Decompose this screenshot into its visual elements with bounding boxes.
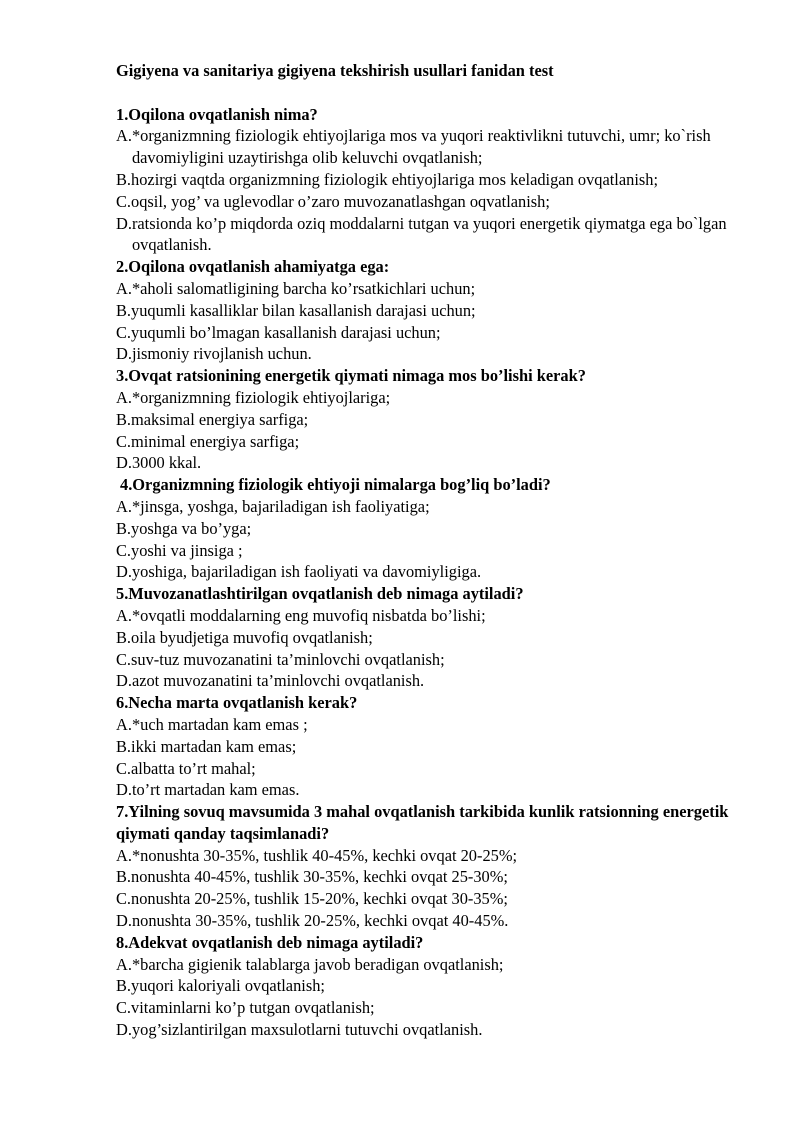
option-text: vitaminlarni ko’p tutgan ovqatlanish;	[131, 998, 375, 1018]
answer-option	[116, 714, 756, 736]
option-text: albatta to’rt mahal;	[131, 758, 256, 778]
answer-option	[116, 627, 756, 649]
answer-option	[116, 322, 756, 344]
option-text: nonushta 20-25%, tushlik 15-20%, kechki ovqat 30-35%;	[131, 889, 508, 909]
option-letter: C.	[116, 191, 132, 211]
option-letter: B.	[116, 627, 132, 647]
answer-option	[116, 387, 756, 409]
option-text: ikki martadan kam emas;	[131, 736, 297, 756]
answer-option	[116, 758, 756, 780]
question-text: 7.Yilning sovuq mavsumida 3 mahal ovqatlanish tarkibida kunlik ratsionning energetik qiymati qanday taqsimlanadi?	[116, 802, 729, 843]
option-letter: B.	[116, 736, 132, 756]
title-spacer	[116, 82, 756, 104]
option-letter: B.	[116, 169, 132, 189]
answer-option	[116, 649, 756, 671]
option-letter: B.	[116, 409, 132, 429]
option-text: azot muvozanatini ta’minlovchi ovqatlanish.	[131, 671, 425, 691]
question-list	[116, 104, 756, 1041]
option-text: yog’sizlantirilgan maxsulotlarni tutuvchi ovqatlanish.	[131, 1020, 483, 1040]
answer-option	[116, 452, 756, 474]
option-text: *barcha gigienik talablarga javob beradigan ovqatlanish;	[131, 954, 504, 974]
document-page	[116, 60, 756, 1041]
option-letter: A.	[116, 714, 132, 734]
option-letter: D.	[116, 1020, 132, 1040]
option-text: maksimal energiya sarfiga;	[131, 409, 309, 429]
option-text: 3000 kkal.	[131, 453, 202, 473]
option-letter: B.	[116, 518, 132, 538]
option-letter: C.	[116, 431, 132, 451]
answer-option	[116, 954, 756, 976]
option-text: yuqumli kasalliklar bilan kasallanish darajasi uchun;	[131, 300, 476, 320]
option-letter: B.	[116, 976, 132, 996]
answer-option	[116, 125, 756, 169]
option-letter: D.	[116, 671, 132, 691]
answer-option	[116, 1019, 756, 1041]
answer-option	[116, 605, 756, 627]
document-title: Gigiyena va sanitariya gigiyena tekshirish usullari fanidan test	[116, 61, 554, 80]
answer-option	[116, 670, 756, 692]
answer-option	[116, 343, 756, 365]
option-letter: D.	[116, 911, 132, 931]
option-text: *uch martadan kam emas ;	[131, 714, 308, 734]
option-letter: D.	[116, 453, 132, 473]
option-letter: D.	[116, 780, 132, 800]
question-text: 4.Organizmning fiziologik ehtiyoji nimalarga bog’liq bo’ladi?	[120, 475, 551, 495]
option-text: nonushta 30-35%, tushlik 20-25%, kechki ovqat 40-45%.	[131, 911, 509, 931]
answer-option	[116, 431, 756, 453]
answer-option	[116, 540, 756, 562]
option-letter: B.	[116, 300, 132, 320]
option-letter: C.	[116, 758, 132, 778]
question-text: 6.Necha marta ovqatlanish kerak?	[116, 693, 358, 713]
option-text: yoshi va jinsiga ;	[131, 540, 243, 560]
option-text: *jinsga, yoshga, bajariladigan ish faoliyatiga;	[131, 496, 430, 516]
option-text: yuqumli bo’lmagan kasallanish darajasi uchun;	[131, 322, 441, 342]
option-text: oila byudjetiga muvofiq ovqatlanish;	[131, 627, 373, 647]
option-letter: D.	[116, 344, 132, 364]
answer-option	[116, 409, 756, 431]
option-letter: A.	[116, 845, 132, 865]
option-letter: A.	[116, 496, 132, 516]
option-text: *ovqatli moddalarning eng muvofiq nisbatda bo’lishi;	[131, 605, 486, 625]
option-text: ratsionda ko’p miqdorda oziq moddalarni tutgan va yuqori energetik qiymatga ega bo`lgan ovqatlanish.	[131, 213, 727, 255]
answer-option	[116, 518, 756, 540]
option-text: minimal energiya sarfiga;	[131, 431, 300, 451]
option-text: yoshiga, bajariladigan ish faoliyati va davomiyligiga.	[131, 562, 482, 582]
answer-option	[116, 975, 756, 997]
answer-option	[116, 169, 756, 191]
option-text: to’rt martadan kam emas.	[131, 780, 300, 800]
answer-option	[116, 191, 756, 213]
option-text: yoshga va bo’yga;	[131, 518, 252, 538]
question-text: 2.Oqilona ovqatlanish ahamiyatga ega:	[116, 257, 390, 277]
question-text: 5.Muvozanatlashtirilgan ovqatlanish deb nimaga aytiladi?	[116, 584, 524, 604]
answer-option	[116, 997, 756, 1019]
answer-option	[116, 779, 756, 801]
question-text: 3.Ovqat ratsionining energetik qiymati nimaga mos bo’lishi kerak?	[116, 366, 586, 386]
question-text: 8.Adekvat ovqatlanish deb nimaga aytiladi?	[116, 932, 424, 952]
answer-option	[116, 845, 756, 867]
answer-option	[116, 300, 756, 322]
option-letter: C.	[116, 649, 132, 669]
answer-option	[116, 496, 756, 518]
option-letter: C.	[116, 322, 132, 342]
option-letter: C.	[116, 889, 132, 909]
option-letter: D.	[116, 562, 132, 582]
answer-option	[116, 866, 756, 888]
option-text: oqsil, yog’ va uglevodlar o’zaro muvozanatlashgan oqvatlanish;	[131, 191, 550, 211]
option-text: nonushta 40-45%, tushlik 30-35%, kechki ovqat 25-30%;	[131, 867, 508, 887]
option-letter: C.	[116, 540, 132, 560]
answer-option	[116, 888, 756, 910]
question-text: 1.Oqilona ovqatlanish nima?	[116, 104, 318, 124]
answer-option	[116, 213, 756, 257]
answer-option	[116, 278, 756, 300]
answer-option	[116, 561, 756, 583]
option-text: jismoniy rivojlanish uchun.	[131, 344, 312, 364]
option-text: *nonushta 30-35%, tushlik 40-45%, kechki ovqat 20-25%;	[131, 845, 518, 865]
option-letter: A.	[116, 387, 132, 407]
option-letter: C.	[116, 998, 132, 1018]
option-letter: A.	[116, 278, 132, 298]
option-text: yuqori kaloriyali ovqatlanish;	[131, 976, 325, 996]
option-letter: A.	[116, 954, 132, 974]
answer-option	[116, 910, 756, 932]
option-text: suv-tuz muvozanatini ta’minlovchi ovqatlanish;	[131, 649, 445, 669]
option-letter: A.	[116, 605, 132, 625]
option-letter: D.	[116, 213, 132, 233]
option-letter: B.	[116, 867, 132, 887]
option-text: *organizmning fiziologik ehtiyojlariga mos va yuqori reaktivlikni tutuvchi, umr; ko`rish davomiyligini uzaytirishga olib keluvchi ovqatlanish;	[131, 126, 711, 168]
option-text: *organizmning fiziologik ehtiyojlariga;	[131, 387, 391, 407]
answer-option	[116, 736, 756, 758]
option-letter: A.	[116, 126, 132, 146]
option-text: hozirgi vaqtda organizmning fiziologik ehtiyojlariga mos keladigan ovqatlanish;	[131, 169, 658, 189]
option-text: *aholi salomatligining barcha ko’rsatkichlari uchun;	[131, 278, 476, 298]
